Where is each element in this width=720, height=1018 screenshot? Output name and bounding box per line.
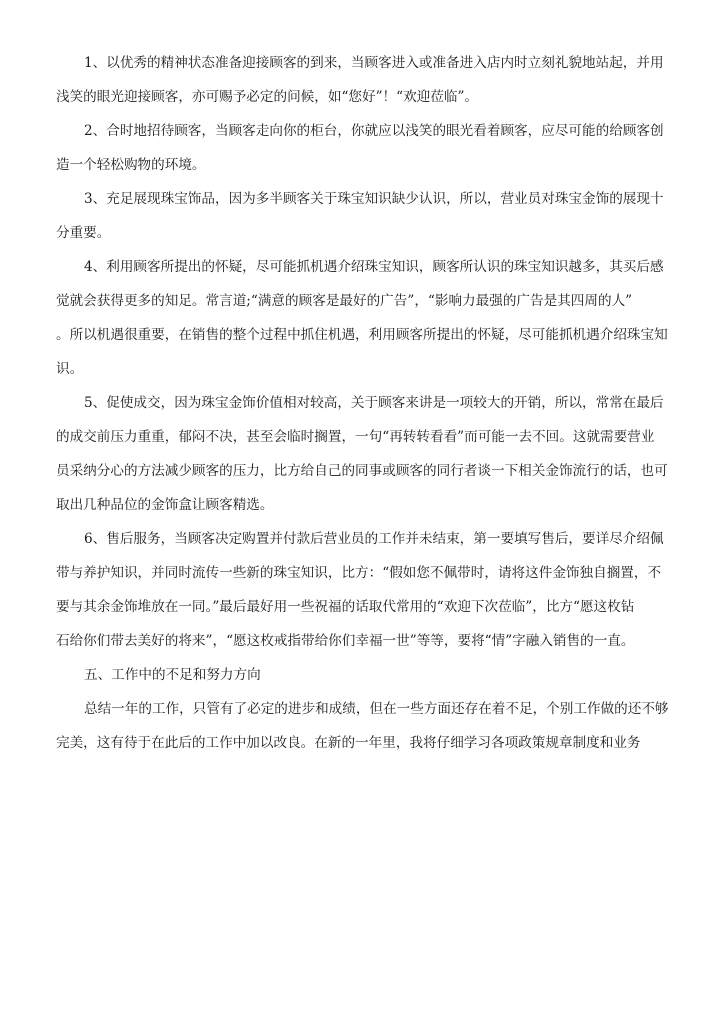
- text-line: 分重要。: [56, 225, 111, 241]
- text-line: 造一个轻松购物的环境。: [56, 157, 206, 173]
- text-line: 带与养护知识，并同时流传一些新的珠宝知识，比方：“假如您不佩带时，请将这件金饰独自搁置，不: [56, 565, 662, 581]
- text-line: 6、售后服务，当顾客决定购置并付款后营业员的工作并未结束，第一要填写售后，要详尽介绍佩: [84, 531, 664, 547]
- text-line: 浅笑的眼光迎接顾客，亦可赐予必定的问候，如“您好”！“欢迎莅临”。: [56, 89, 479, 105]
- paragraph-summary: [56, 692, 669, 760]
- paragraph-closing-sale: [56, 386, 666, 522]
- text-line: 员采纳分心的方法减少顾客的压力，比方给自己的同事或顾客的同行者谈一下相关金饰流行的话，也可: [56, 463, 668, 479]
- heading-text: 五、工作中的不足和努力方向: [84, 667, 261, 683]
- text-line: 取出几种品位的金饰盒让顾客精选。: [56, 497, 274, 513]
- text-line: 完美，这有待于在此后的工作中加以改良。在新的一年里，我将仔细学习各项政策规章制度和业务: [56, 735, 641, 751]
- text-line: 4、利用顾客所提出的怀疑，尽可能抓机遇介绍珠宝知识，顾客所认识的珠宝知识越多，其买后感: [84, 259, 664, 275]
- text-line: 的成交前压力重重，郁闷不决，甚至会临时搁置，一句“再转转看看”而可能一去不回。这就需要营业: [56, 429, 655, 445]
- text-line: 石给你们带去美好的将来”，“愿这枚戒指带给你们幸福一世”等等，要将“情”字融入销售的一直。: [56, 633, 635, 649]
- text-line: 5、促使成交，因为珠宝金饰价值相对较高，关于顾客来讲是一项较大的开销，所以，常常在最后: [84, 395, 664, 411]
- text-line: 1、以优秀的精神状态准备迎接顾客的到来，当顾客进入或准备进入店内时立刻礼貌地站起，并用: [84, 55, 664, 71]
- paragraph-display: [56, 182, 666, 250]
- text-line: 。所以机遇很重要，在销售的整个过程中抓住机遇，利用顾客所提出的怀疑，尽可能抓机遇介绍珠宝知: [56, 327, 668, 343]
- text-line: 要与其余金饰堆放在一同。”最后最好用一些祝福的话取代常用的“欢迎下次莅临”，比方“愿这枚钻: [56, 599, 635, 615]
- paragraph-knowledge: [56, 250, 666, 386]
- text-line: 2、合时地招待顾客，当顾客走向你的柜台，你就应以浅笑的眼光看着顾客，应尽可能的给顾客创: [84, 123, 664, 139]
- text-line: 觉就会获得更多的知足。常言道;“满意的顾客是最好的广告”，“影响力最强的广告是其四周的人”: [56, 293, 633, 309]
- text-line: 识。: [56, 361, 84, 377]
- paragraph-reception: [56, 114, 666, 182]
- paragraph-after-sales: [56, 522, 666, 658]
- text-line: 总结一年的工作，只管有了必定的进步和成绩，但在一些方面还存在着不足，个别工作做的还不够: [84, 701, 669, 717]
- paragraph-greeting: [56, 46, 666, 114]
- text-line: 3、充足展现珠宝饰品，因为多半顾客关于珠宝知识缺少认识，所以，营业员对珠宝金饰的展现十: [84, 191, 664, 207]
- section-heading: [56, 658, 666, 692]
